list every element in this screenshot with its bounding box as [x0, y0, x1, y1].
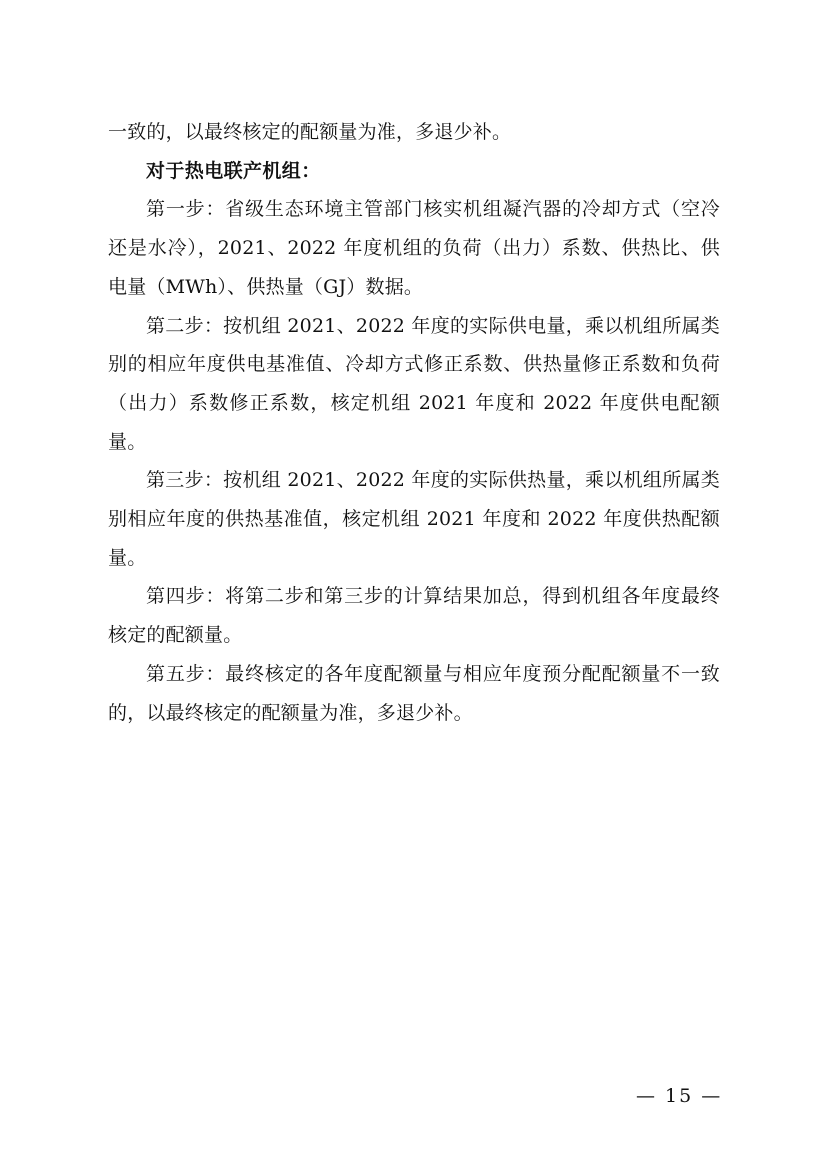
- document-body: [108, 113, 720, 732]
- step-2-paragraph: 第二步：按机组 2021、2022 年度的实际供电量，乘以机组所属类别的相应年度供电基准值、冷却方式修正系数、供热量修正系数和负荷（出力）系数修正系数，核定机组 2021 年度和 2022 年度供电配额量。: [108, 314, 720, 453]
- step-4-paragraph: 第四步：将第二步和第三步的计算结果加总，得到机组各年度最终核定的配额量。: [108, 585, 720, 647]
- step-1-paragraph: 第一步：省级生态环境主管部门核实机组凝汽器的冷却方式（空冷还是水冷），2021、2022 年度机组的负荷（出力）系数、供热比、供电量（MWh）、供热量（GJ）数据。: [108, 198, 720, 298]
- page-footer: [0, 1082, 826, 1110]
- step-5-paragraph: 第五步：最终核定的各年度配额量与相应年度预分配配额量不一致的，以最终核定的配额量为准，多退少补。: [108, 662, 720, 724]
- page-number: — 15 —: [636, 1085, 723, 1107]
- continuation-paragraph: 一致的，以最终核定的配额量为准，多退少补。: [108, 121, 512, 143]
- step-3-paragraph: 第三步：按机组 2021、2022 年度的实际供热量，乘以机组所属类别相应年度的供热基准值，核定机组 2021 年度和 2022 年度供热配额量。: [108, 469, 720, 569]
- section-heading: 对于热电联产机组：: [146, 159, 321, 182]
